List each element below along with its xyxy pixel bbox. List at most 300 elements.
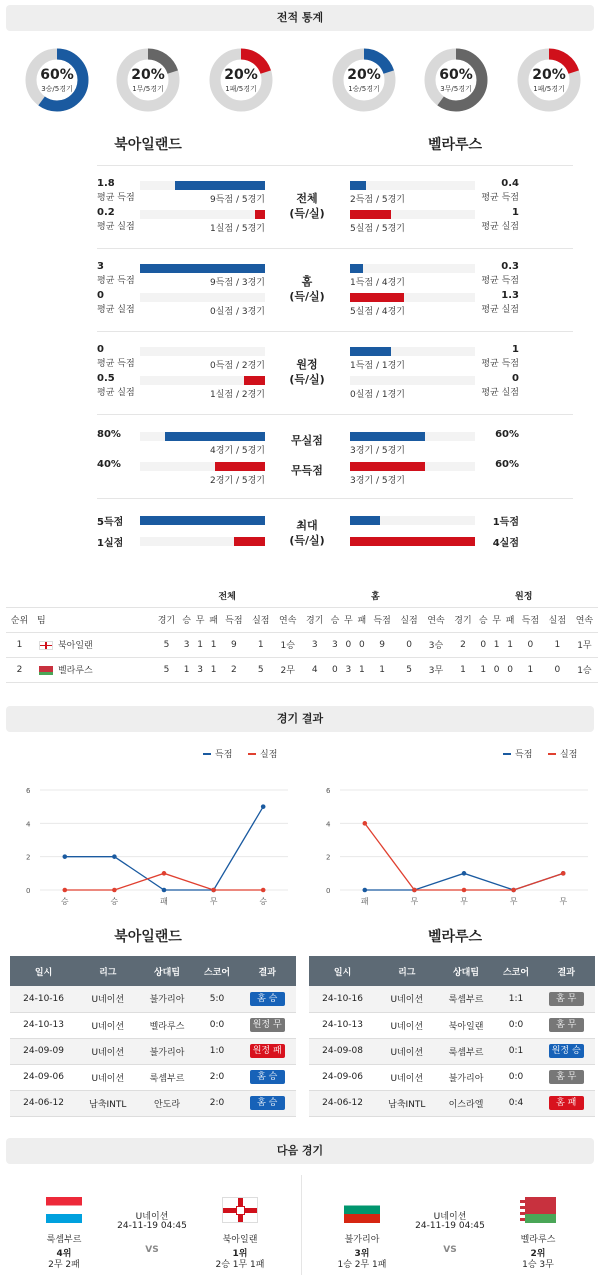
y-tick-label: 4 — [326, 820, 331, 829]
divider — [97, 331, 573, 332]
standings-cell: 2 — [220, 657, 247, 682]
stat-category: 홈 (득/실) — [289, 275, 325, 303]
left-value: 80% — [97, 429, 121, 440]
result-cell: 룩셈부르 — [437, 986, 494, 1012]
results-header-row — [309, 956, 595, 986]
standings-col-header: 승 — [328, 607, 341, 632]
left-value: 0 — [97, 290, 104, 301]
result-cell: 0:0 — [495, 1012, 538, 1038]
x-tick-label: 패 — [160, 897, 168, 906]
standings-cell: 0 — [517, 632, 544, 657]
right-bar-fill — [350, 210, 391, 219]
table-row — [309, 1090, 595, 1116]
result-cell: 1:0 — [196, 1038, 239, 1064]
standings-col-header: 경기 — [301, 607, 328, 632]
result-cell: 24-09-06 — [309, 1064, 376, 1090]
data-point — [261, 804, 266, 809]
right-label: 평균 득점 — [481, 193, 519, 203]
standings-cell: 0 — [490, 657, 503, 682]
next-right-rank: 1위 — [232, 1249, 248, 1259]
standings-cell: 3승 — [423, 632, 450, 657]
result-badge: 홈 승 — [250, 1070, 285, 1084]
divider — [97, 248, 573, 249]
standings-col-header: 패 — [207, 607, 220, 632]
win-rate-donut — [25, 48, 89, 112]
left-bar-fill — [165, 432, 265, 441]
right-count: 2득점 / 5경기 — [350, 195, 405, 205]
legend-conceded: 실점 — [560, 750, 578, 760]
standings-cell: 9 — [369, 632, 396, 657]
flag-ornament — [520, 1197, 525, 1223]
result-cell — [238, 1064, 296, 1090]
result-cell: 불가리아 — [138, 1038, 195, 1064]
right-bar-track — [350, 376, 475, 385]
standings-col-header: 무 — [490, 607, 503, 632]
left-value: 40% — [97, 459, 121, 470]
result-cell: 북아일랜 — [437, 1012, 494, 1038]
results-col-header: 일시 — [309, 956, 376, 986]
x-tick-label: 승 — [259, 897, 268, 906]
right-bar-fill — [350, 347, 391, 356]
divider — [301, 1175, 302, 1275]
standings-cell: 1 — [503, 632, 516, 657]
left-label: 평균 실점 — [97, 222, 135, 232]
standings-cell: 3 — [342, 657, 355, 682]
results-col-header: 상대팀 — [138, 956, 195, 986]
left-bar-fill — [140, 264, 265, 273]
max-category: 최대 (득/실) — [289, 519, 325, 547]
standings-cell: 1 — [355, 657, 368, 682]
win-rate-donut — [209, 48, 273, 112]
results-header-row — [10, 956, 296, 986]
standings-cell: 4 — [301, 657, 328, 682]
donut-subtext: 1승/5경기 — [348, 85, 380, 93]
result-cell: 안도라 — [138, 1090, 195, 1116]
right-bar-fill — [350, 264, 363, 273]
result-cell: 5:0 — [196, 986, 239, 1012]
next-right-team-name: 북아일랜 — [222, 1235, 258, 1245]
standings-cell: 0 — [355, 632, 368, 657]
next-left-rank: 3위 — [354, 1249, 370, 1259]
right-bar-track — [350, 181, 475, 190]
right-value: 60% — [495, 459, 519, 470]
standings-col-header: 무 — [342, 607, 355, 632]
left-count: 0득점 / 2경기 — [210, 361, 265, 371]
next-left-team-name: 불가리아 — [344, 1235, 380, 1245]
table-row — [6, 657, 598, 682]
standings-cell: 0 — [544, 657, 571, 682]
result-cell: 남축INTL — [77, 1090, 138, 1116]
belarus-flag-icon — [520, 1197, 556, 1223]
standings-cell: 5 — [153, 657, 180, 682]
line-chart — [326, 748, 588, 906]
win-rate-donut — [332, 48, 396, 112]
left-bar-track — [140, 210, 265, 219]
result-cell: 24-10-13 — [309, 1012, 376, 1038]
result-cell: 24-09-09 — [10, 1038, 77, 1064]
standings-cell: 1 — [490, 632, 503, 657]
left-bar-fill — [140, 516, 265, 525]
result-cell: U네이션 — [77, 1012, 138, 1038]
result-cell: 24-09-08 — [309, 1038, 376, 1064]
result-cell: 불가리아 — [437, 1064, 494, 1090]
next-left-rank: 4위 — [56, 1249, 72, 1259]
series-line — [365, 873, 563, 890]
result-badge: 홈 무 — [549, 1018, 584, 1032]
x-tick-label: 승 — [60, 897, 69, 906]
standings-cell: 1 — [517, 657, 544, 682]
standings-table — [6, 585, 598, 683]
result-cell: U네이션 — [376, 1038, 437, 1064]
next-right-record: 1승 3무 — [522, 1260, 554, 1270]
standings-cell: 3 — [193, 657, 206, 682]
bulgaria-flag-icon — [344, 1197, 380, 1223]
stat-category: 원정 (득/실) — [289, 358, 325, 386]
right-value: 0 — [512, 373, 519, 384]
left-count: 9득점 / 5경기 — [210, 195, 265, 205]
table-row — [10, 986, 296, 1012]
results-col-header: 스코어 — [495, 956, 538, 986]
win-rate-donut — [424, 48, 488, 112]
streak-category: 무실점 — [291, 434, 323, 447]
result-cell: 0:4 — [495, 1090, 538, 1116]
left-label: 평균 실점 — [97, 388, 135, 398]
result-cell: 24-06-12 — [309, 1090, 376, 1116]
x-tick-label: 무 — [559, 897, 568, 906]
donut-percent: 20% — [131, 67, 165, 83]
donut-percent: 20% — [224, 67, 258, 83]
legend-conceded: 실점 — [260, 750, 278, 760]
left-bar-fill — [234, 537, 265, 546]
standings-cell: 1 — [207, 657, 220, 682]
standings-cell: 1 — [180, 657, 193, 682]
result-badge: 홈 승 — [250, 992, 285, 1006]
result-cell — [537, 1064, 595, 1090]
right-label: 평균 득점 — [481, 359, 519, 369]
standings-group-away: 원정 — [449, 585, 598, 607]
result-cell — [238, 986, 296, 1012]
standings-group-home: 홈 — [301, 585, 449, 607]
next-league: U네이션 — [433, 1212, 467, 1222]
standings-cell: 1승 — [571, 657, 598, 682]
away-team-name-results: 벨라루스 — [427, 929, 483, 945]
x-tick-label: 무 — [410, 897, 419, 906]
results-line-charts — [0, 740, 600, 920]
next-left-record: 1승 2무 1패 — [337, 1260, 387, 1270]
divider — [97, 165, 573, 166]
left-label: 평균 득점 — [97, 276, 135, 286]
team-name: 북아일랜 — [57, 641, 93, 651]
table-row — [309, 1038, 595, 1064]
left-count: 1실점 / 2경기 — [210, 390, 265, 400]
x-tick-label: 패 — [360, 897, 369, 906]
data-point — [211, 888, 216, 893]
left-bar-fill — [175, 181, 265, 190]
table-row — [309, 1012, 595, 1038]
standings-col-header: 패 — [355, 607, 368, 632]
standings-cell: 3 — [180, 632, 193, 657]
result-cell — [537, 1038, 595, 1064]
section-header-stats: 전적 통계 — [6, 5, 594, 31]
standings-group-total: 전체 — [153, 585, 301, 607]
luxembourg-flag-icon — [46, 1197, 82, 1223]
right-bar-fill — [350, 516, 380, 525]
legend-scored: 득점 — [515, 750, 533, 760]
standings-cell: 1 — [449, 657, 476, 682]
standings-cell: 1 — [207, 632, 220, 657]
standings-col-header: 득점 — [517, 607, 544, 632]
standings-col-header: 실점 — [247, 607, 274, 632]
donut-subtext: 1패/5경기 — [225, 85, 257, 93]
divider — [97, 414, 573, 415]
standings-cell: 5 — [396, 657, 423, 682]
standings-cell: 0 — [396, 632, 423, 657]
right-value: 1 — [512, 207, 519, 218]
right-count: 5실점 / 5경기 — [350, 224, 405, 234]
standings-cell: 1 — [369, 657, 396, 682]
left-label: 평균 득점 — [97, 193, 135, 203]
standings-cell: 1 — [193, 632, 206, 657]
divider — [97, 498, 573, 499]
table-row — [309, 1064, 595, 1090]
northern-ireland-flag-icon — [222, 1197, 258, 1223]
left-count: 2경기 / 5경기 — [210, 476, 265, 486]
result-cell: U네이션 — [77, 1064, 138, 1090]
table-row — [10, 1012, 296, 1038]
left-label: 평균 실점 — [97, 305, 135, 315]
standings-col-header: 득점 — [369, 607, 396, 632]
standings-col-header: 연속 — [571, 607, 598, 632]
standings-col-header: 패 — [503, 607, 516, 632]
next-right-rank: 2위 — [530, 1249, 546, 1259]
right-count: 1득점 / 1경기 — [350, 361, 405, 371]
right-bar-fill — [350, 181, 366, 190]
x-tick-label: 무 — [509, 897, 518, 906]
result-cell: 24-06-12 — [10, 1090, 77, 1116]
results-col-header: 리그 — [77, 956, 138, 986]
standings-col-header: 팀 — [33, 607, 153, 632]
table-row — [10, 1064, 296, 1090]
right-value: 0.4 — [501, 178, 519, 189]
data-point — [462, 888, 467, 893]
standings-cell: 1무 — [571, 632, 598, 657]
standings-col-header: 득점 — [220, 607, 247, 632]
next-league: U네이션 — [135, 1212, 169, 1222]
right-value: 1 — [512, 344, 519, 355]
away-results-table — [309, 956, 595, 1117]
result-cell: 24-09-06 — [10, 1064, 77, 1090]
table-row — [10, 1038, 296, 1064]
donut-percent: 20% — [532, 67, 566, 83]
result-cell: U네이션 — [376, 1064, 437, 1090]
results-col-header: 일시 — [10, 956, 77, 986]
next-right-record: 2승 1무 1패 — [215, 1260, 265, 1270]
line-chart — [26, 748, 288, 906]
stat-category: 전체 (득/실) — [289, 192, 325, 220]
donut-percent: 20% — [347, 67, 381, 83]
result-cell: 24-10-16 — [10, 986, 77, 1012]
donut-percent: 60% — [439, 67, 473, 83]
left-value: 0 — [97, 344, 104, 355]
left-count: 9득점 / 3경기 — [210, 278, 265, 288]
data-point — [462, 871, 467, 876]
result-cell: 1:1 — [495, 986, 538, 1012]
result-cell: 남축INTL — [376, 1090, 437, 1116]
standings-team — [33, 657, 153, 682]
data-point — [412, 888, 417, 893]
left-count: 0실점 / 3경기 — [210, 307, 265, 317]
results-col-header: 스코어 — [196, 956, 239, 986]
result-cell: U네이션 — [376, 1012, 437, 1038]
right-label: 평균 득점 — [481, 276, 519, 286]
home-results-table — [10, 956, 296, 1117]
y-tick-label: 2 — [326, 853, 331, 862]
table-row — [309, 986, 595, 1012]
data-point — [363, 821, 368, 826]
right-count: 0실점 / 1경기 — [350, 390, 405, 400]
right-count: 3경기 / 5경기 — [350, 476, 405, 486]
left-count: 4경기 / 5경기 — [210, 446, 265, 456]
left-count: 1실점 / 5경기 — [210, 224, 265, 234]
right-count: 5실점 / 4경기 — [350, 307, 405, 317]
result-cell — [537, 1012, 595, 1038]
data-point — [511, 888, 516, 893]
standings-team — [33, 632, 153, 657]
result-badge: 원정 패 — [250, 1044, 285, 1058]
standings-cell: 3 — [301, 632, 328, 657]
result-cell — [238, 1038, 296, 1064]
result-badge: 홈 무 — [549, 1070, 584, 1084]
donut-subtext: 1패/5경기 — [533, 85, 565, 93]
left-bar-fill — [215, 462, 265, 471]
result-cell: 0:0 — [495, 1064, 538, 1090]
y-tick-label: 2 — [26, 853, 31, 862]
right-value: 1득점 — [492, 517, 519, 528]
standings-cell: 0 — [328, 657, 341, 682]
right-bar-fill — [350, 432, 425, 441]
left-bar-fill — [244, 376, 265, 385]
right-label: 평균 실점 — [481, 388, 519, 398]
standings-cell: 1 — [476, 657, 489, 682]
right-bar-fill — [350, 537, 475, 546]
standings-cell: 1승 — [274, 632, 301, 657]
team-name: 벨라루스 — [57, 666, 93, 676]
flag-star — [236, 1206, 245, 1215]
standings-col-header: 실점 — [396, 607, 423, 632]
home-team-name-results: 북아일랜드 — [114, 929, 182, 945]
right-count: 3경기 / 5경기 — [350, 446, 405, 456]
left-value: 3 — [97, 261, 104, 272]
standings-cell: 1 — [544, 632, 571, 657]
standings-col-header: 승 — [180, 607, 193, 632]
data-point — [261, 888, 266, 893]
result-cell: 이스라엘 — [437, 1090, 494, 1116]
left-value: 0.2 — [97, 207, 115, 218]
standings-col-header: 승 — [476, 607, 489, 632]
right-value: 1.3 — [501, 290, 519, 301]
result-cell: 0:1 — [495, 1038, 538, 1064]
next-vs: VS — [145, 1245, 159, 1255]
next-datetime: 24-11-19 04:45 — [117, 1221, 187, 1231]
result-cell: 0:0 — [196, 1012, 239, 1038]
right-label: 평균 실점 — [481, 222, 519, 232]
results-col-header: 리그 — [376, 956, 437, 986]
y-tick-label: 6 — [26, 787, 31, 795]
data-point — [63, 888, 68, 893]
result-cell: 벨라루스 — [138, 1012, 195, 1038]
left-bar-track — [140, 293, 265, 302]
standings-col-header: 연속 — [423, 607, 450, 632]
right-bar-fill — [350, 293, 404, 302]
result-cell: 24-10-16 — [309, 986, 376, 1012]
y-tick-label: 4 — [26, 820, 31, 829]
data-point — [162, 888, 167, 893]
results-col-header: 결과 — [537, 956, 595, 986]
standings-cell: 1 — [247, 632, 274, 657]
standings-cell: 2 — [6, 657, 33, 682]
y-tick-label: 6 — [326, 787, 331, 795]
standings-cell: 3무 — [423, 657, 450, 682]
standings-col-header: 경기 — [449, 607, 476, 632]
standings-cell: 0 — [342, 632, 355, 657]
win-rate-donut — [517, 48, 581, 112]
series-line — [65, 807, 263, 890]
left-value: 5득점 — [97, 517, 124, 528]
data-point — [63, 854, 68, 859]
standings-cell: 5 — [247, 657, 274, 682]
right-count: 1득점 / 4경기 — [350, 278, 405, 288]
standings-cell: 0 — [503, 657, 516, 682]
donut-subtext: 3무/5경기 — [440, 85, 472, 93]
next-vs: VS — [443, 1245, 457, 1255]
result-cell: 2:0 — [196, 1090, 239, 1116]
next-left-team-name: 룩셈부르 — [46, 1235, 82, 1245]
home-team-name: 북아일랜드 — [114, 137, 182, 153]
section-header-next: 다음 경기 — [6, 1138, 594, 1164]
data-point — [561, 871, 566, 876]
standings-cell: 1 — [6, 632, 33, 657]
away-team-name: 벨라루스 — [427, 137, 483, 153]
left-value: 0.5 — [97, 373, 115, 384]
result-badge: 홈 무 — [549, 992, 584, 1006]
result-cell: U네이션 — [77, 1038, 138, 1064]
x-tick-label: 무 — [460, 897, 468, 906]
result-cell: U네이션 — [376, 986, 437, 1012]
right-value: 0.3 — [501, 261, 519, 272]
donut-percent: 60% — [40, 67, 74, 83]
standings-cell: 2무 — [274, 657, 301, 682]
left-value: 1.8 — [97, 178, 115, 189]
standings-cell: 3 — [328, 632, 341, 657]
results-col-header: 결과 — [238, 956, 296, 986]
x-tick-label: 무 — [209, 897, 218, 906]
left-bar-track — [140, 347, 265, 356]
next-left-record: 2무 2패 — [48, 1260, 80, 1270]
section-header-results: 경기 결과 — [6, 706, 594, 732]
right-value: 60% — [495, 429, 519, 440]
table-row — [10, 1090, 296, 1116]
right-label: 평균 실점 — [481, 305, 519, 315]
result-cell — [238, 1090, 296, 1116]
donut-subtext: 3승/5경기 — [41, 85, 73, 93]
result-cell: 24-10-13 — [10, 1012, 77, 1038]
left-label: 평균 득점 — [97, 359, 135, 369]
result-cell — [238, 1012, 296, 1038]
result-cell: U네이션 — [77, 986, 138, 1012]
table-row — [6, 632, 598, 657]
y-tick-label: 0 — [26, 887, 31, 895]
result-badge: 원정 승 — [549, 1044, 584, 1058]
